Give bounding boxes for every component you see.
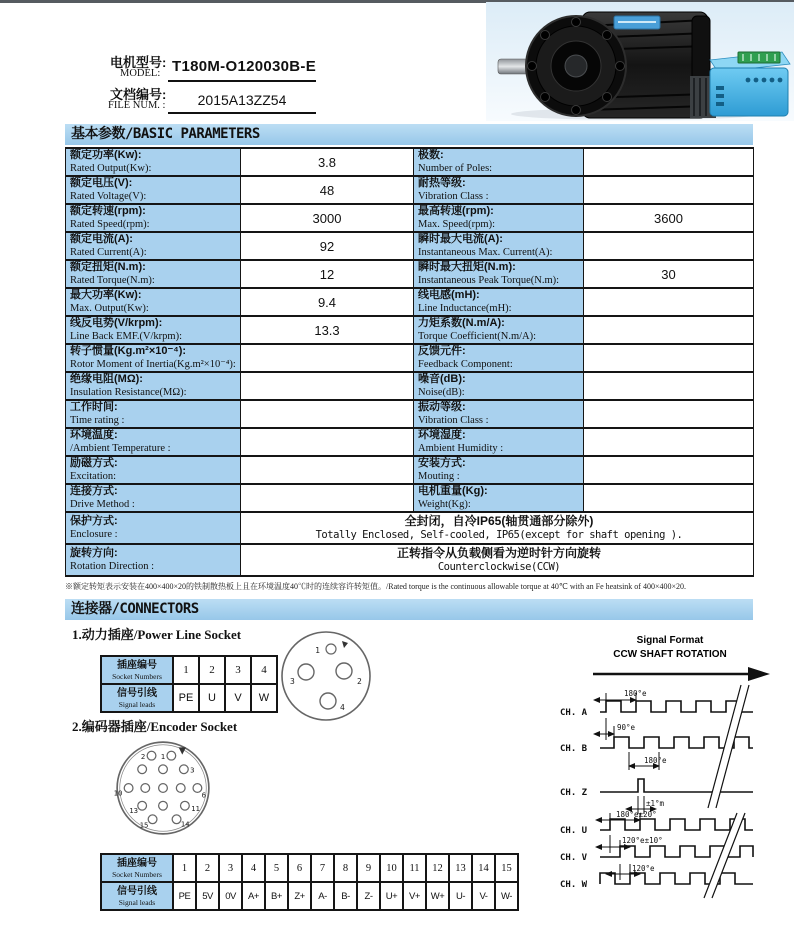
socket-number: 14	[472, 854, 495, 882]
pin-label: 1	[315, 646, 320, 655]
param-value	[584, 344, 754, 372]
waveform-ch-u	[600, 819, 753, 830]
signal-lead: PE	[173, 684, 199, 712]
param-label-cn: 工作时间:	[70, 401, 118, 413]
signal-lead: V+	[403, 882, 426, 910]
param-label-cn: 耐热等级:	[418, 177, 466, 189]
param-label-cn: 瞬时最大电流(A):	[418, 233, 503, 245]
param-label-en: Line Back EMF.(V/krpm):	[70, 331, 183, 342]
signal-lead: A-	[311, 882, 334, 910]
param-label-cn: 线电感(mH):	[418, 289, 480, 301]
signal-lead: U-	[449, 882, 472, 910]
param-label-cn: 振动等级:	[418, 401, 466, 413]
channel-label: CH. B	[560, 744, 588, 754]
table-row	[66, 148, 754, 176]
signal-lead: 0V	[219, 882, 242, 910]
param-label-en: Feedback Component:	[418, 359, 513, 370]
dimension-label: 90°e	[617, 723, 636, 732]
model-number-value: T180M-O120030B-E	[172, 58, 317, 75]
signal-lead: Z-	[357, 882, 380, 910]
channel-label: CH. V	[560, 853, 588, 863]
param-label-cn: 转子惯量(Kg.m²×10⁻⁴):	[70, 345, 187, 357]
param-label-en: Enclosure :	[70, 529, 118, 540]
param-value: 92	[241, 232, 414, 260]
dimension-label: ±1°m	[646, 799, 665, 808]
table-row	[66, 484, 754, 512]
param-label-en: Rated Voltage(V):	[70, 191, 147, 202]
socket-number: 10	[380, 854, 403, 882]
param-label-en: Instantaneous Peak Torque(N.m):	[418, 275, 560, 286]
table-row	[101, 854, 518, 882]
signal-lead: U+	[380, 882, 403, 910]
param-label-cn: 保护方式:	[70, 515, 118, 527]
table-row	[66, 204, 754, 232]
signal-leads-label-cn: 信号引线	[117, 885, 157, 897]
param-label-en: Max. Output(Kw):	[70, 303, 149, 314]
socket-number: 7	[311, 854, 334, 882]
param-label-cn: 线反电势(V/krpm):	[70, 317, 163, 329]
param-label-cn: 连接方式:	[70, 485, 118, 497]
param-value	[241, 428, 414, 456]
signal-leads-label-en: Signal leads	[118, 699, 156, 709]
param-label-en: Ambient Humidity :	[418, 443, 504, 454]
pin-label: 15	[139, 820, 149, 830]
param-label-en: Time rating :	[70, 415, 125, 426]
param-label-cn: 励磁方式:	[70, 457, 118, 469]
enclosure-value-en: Totally Enclosed, Self-cooled, IP65(except for shaft opening ).	[315, 529, 683, 541]
table-row	[66, 456, 754, 484]
param-value	[584, 148, 754, 176]
socket-numbers-label-cn: 插座编号	[117, 659, 157, 671]
param-label-cn: 额定电压(V):	[70, 177, 133, 189]
channel-label: CH. W	[560, 880, 588, 890]
param-label-en: Rotor Moment of Inertia(Kg.m²×10⁻⁴):	[70, 359, 236, 370]
param-label-en: /Ambient Temperature :	[70, 443, 171, 454]
param-label-cn: 力矩系数(N.m/A):	[418, 317, 505, 329]
pin-label: 11	[191, 803, 200, 813]
model-underline	[168, 60, 316, 82]
param-label-en: Instantaneous Max. Current(A):	[418, 247, 553, 258]
table-row	[66, 260, 754, 288]
param-label-en: Vibration Class :	[418, 415, 489, 426]
socket-number: 12	[426, 854, 449, 882]
dimension-label: 180°e	[644, 756, 667, 765]
param-label-cn: 额定扭矩(N.m):	[70, 261, 146, 273]
socket-number: 4	[242, 854, 265, 882]
param-label-en: Mouting :	[418, 471, 460, 482]
table-row	[101, 656, 277, 684]
encoder-socket-table	[100, 853, 519, 911]
param-label-cn: 环境湿度:	[418, 429, 466, 441]
signal-leads-label-cn: 信号引线	[117, 687, 157, 699]
signal-lead: W-	[495, 882, 518, 910]
socket-number: 1	[173, 656, 199, 684]
signal-lead: V	[225, 684, 251, 712]
param-label-cn: 极数:	[418, 149, 444, 161]
model-label-en: MODEL:	[120, 68, 161, 79]
param-value	[584, 288, 754, 316]
table-row	[66, 316, 754, 344]
param-label-cn: 电机重量(Kg):	[418, 485, 488, 497]
param-label-cn: 最高转速(rpm):	[418, 205, 494, 217]
channel-label: CH. Z	[560, 788, 588, 798]
pin-label: 13	[129, 806, 138, 816]
param-value	[584, 484, 754, 512]
waveform-ch-a	[600, 701, 753, 712]
dimension-label: 180°e	[624, 689, 647, 698]
socket-number: 4	[251, 656, 277, 684]
dimension-label: 120°e	[632, 864, 655, 873]
pin-label: 6	[201, 790, 206, 800]
param-label-en: Weight(Kg):	[418, 499, 471, 510]
param-label-cn: 额定功率(Kw):	[70, 149, 142, 161]
param-label-en: Rated Torque(N.m):	[70, 275, 155, 286]
socket-number: 15	[495, 854, 518, 882]
param-value: 3600	[584, 204, 754, 232]
param-label-cn: 最大功率(Kw):	[70, 289, 142, 301]
waveform-ch-w	[600, 873, 753, 884]
param-label-en: Rotation Direction :	[70, 561, 154, 572]
param-value	[241, 456, 414, 484]
table-row	[101, 882, 518, 910]
socket-number: 1	[173, 854, 196, 882]
param-value	[584, 176, 754, 204]
param-value	[584, 400, 754, 428]
pin-label: 2	[140, 751, 146, 761]
table-row	[66, 400, 754, 428]
param-label-cn: 噪音(dB):	[418, 373, 466, 385]
socket-number: 8	[334, 854, 357, 882]
product-photo-motor-and-controller	[486, 2, 794, 121]
param-value: 3000	[241, 204, 414, 232]
signal-lead: 5V	[196, 882, 219, 910]
waveform-ch-z	[600, 779, 753, 792]
channel-label: CH. A	[560, 708, 588, 718]
param-value	[584, 372, 754, 400]
pin-label: 1	[160, 751, 166, 761]
signal-lead: Z+	[288, 882, 311, 910]
signal-format-waveform-diagram	[538, 630, 794, 915]
param-label-cn: 环境温度:	[70, 429, 118, 441]
param-label-en: Number of Poles:	[418, 163, 493, 174]
signal-lead: W+	[426, 882, 449, 910]
param-label-en: Line Inductance(mH):	[418, 303, 512, 314]
param-label-en: Vibration Class :	[418, 191, 489, 202]
rotation-value-en: Counterclockwise(CCW)	[437, 561, 561, 573]
signal-leads-label-en: Signal leads	[118, 897, 156, 907]
param-label-en: Rated Speed(rpm):	[70, 219, 150, 230]
socket-numbers-label-en: Socket Numbers	[112, 869, 162, 879]
param-label-en: Noise(dB):	[418, 387, 465, 398]
table-row	[66, 344, 754, 372]
socket-number: 2	[196, 854, 219, 882]
table-row	[101, 684, 277, 712]
pin-label: 2	[357, 677, 362, 686]
param-label-cn: 反馈元件:	[418, 345, 466, 357]
signal-lead: U	[199, 684, 225, 712]
signal-lead: A+	[242, 882, 265, 910]
param-value: 30	[584, 260, 754, 288]
param-label-en: Torque Coefficient(N.m/A):	[418, 331, 537, 342]
dimension-label: 180°e±20°	[616, 810, 657, 819]
table-row	[66, 288, 754, 316]
signal-lead: B-	[334, 882, 357, 910]
socket-number: 9	[357, 854, 380, 882]
model-label-cn: 电机型号:	[110, 55, 167, 70]
file-underline	[168, 94, 316, 114]
param-value	[584, 232, 754, 260]
param-label-en: Drive Method :	[70, 499, 135, 510]
param-value	[241, 400, 414, 428]
param-label-en: Rated Current(A):	[70, 247, 147, 258]
param-label-cn: 旋转方向:	[70, 547, 118, 559]
file-label-en: FILE NUM. :	[108, 100, 166, 111]
signal-lead: B+	[265, 882, 288, 910]
socket-number: 6	[288, 854, 311, 882]
pin-label: 10	[114, 788, 123, 798]
signal-lead: W	[251, 684, 277, 712]
encoder-socket-pin-diagram	[114, 739, 212, 837]
dimension-label: 120°e±10°	[622, 836, 663, 845]
socket-number: 13	[449, 854, 472, 882]
table-row-rotation	[66, 544, 754, 576]
param-label-cn: 额定电流(A):	[70, 233, 133, 245]
param-value	[584, 428, 754, 456]
rated-torque-footnote: ※额定转矩表示安装在400×400×20的铁制散热板上且在环境温度40℃时的连续容许转矩值。/Rated torque is the continuous allowable torque at 40℃ with an Fe heatsink of 400×400×20.	[65, 582, 686, 591]
channel-label: CH. U	[560, 826, 588, 836]
param-label-en: Max. Speed(rpm):	[418, 219, 495, 230]
file-number-value: 2015A13ZZ54	[197, 92, 287, 108]
param-label-cn: 额定转速(rpm):	[70, 205, 146, 217]
param-label-en: Insulation Resistance(MΩ):	[70, 387, 187, 398]
socket-numbers-label-en: Socket Numbers	[112, 671, 162, 681]
socket-number: 3	[225, 656, 251, 684]
pin-label: 3	[190, 765, 195, 775]
table-row	[66, 176, 754, 204]
socket-number: 2	[199, 656, 225, 684]
signal-title: Signal Format	[636, 635, 704, 646]
power-socket-table	[100, 655, 278, 713]
param-value	[241, 484, 414, 512]
param-label-en: Excitation:	[70, 471, 117, 482]
index-marker-icon	[342, 641, 348, 648]
enclosure-value-cn: 全封闭，自冷IP65(轴贯通部分除外)	[404, 514, 594, 528]
param-value	[584, 316, 754, 344]
table-row	[66, 372, 754, 400]
param-label-cn: 绝缘电阻(MΩ):	[70, 373, 143, 385]
section-title-basic-parameters: 基本参数/BASIC PARAMETERS	[65, 124, 753, 145]
socket-number: 11	[403, 854, 426, 882]
table-row	[66, 232, 754, 260]
param-value	[241, 372, 414, 400]
power-socket-pin-diagram	[276, 627, 376, 721]
encoder-socket-heading: 2.编码器插座/Encoder Socket	[72, 719, 238, 734]
rotation-value-cn: 正转指令从负载侧看为逆时针方向旋转	[396, 546, 601, 560]
waveform-break	[708, 685, 749, 808]
file-label-cn: 文档编号:	[110, 87, 167, 102]
pin-label: 4	[340, 703, 345, 712]
param-value	[584, 456, 754, 484]
param-value	[241, 344, 414, 372]
signal-lead: V-	[472, 882, 495, 910]
param-label-en: Rated Output(Kw):	[70, 163, 152, 174]
signal-lead: PE	[173, 882, 196, 910]
pin-label: 3	[290, 677, 295, 686]
socket-number: 5	[265, 854, 288, 882]
table-row	[66, 428, 754, 456]
socket-number: 3	[219, 854, 242, 882]
basic-parameters-table	[65, 147, 754, 577]
param-value: 3.8	[241, 148, 414, 176]
param-value: 13.3	[241, 316, 414, 344]
pin-label: 14	[180, 819, 190, 829]
param-value: 48	[241, 176, 414, 204]
table-row-enclosure	[66, 512, 754, 544]
section-title-connectors: 连接器/CONNECTORS	[65, 599, 753, 620]
power-socket-heading: 1.动力插座/Power Line Socket	[72, 627, 242, 642]
param-label-cn: 安装方式:	[418, 457, 466, 469]
param-value: 9.4	[241, 288, 414, 316]
param-value: 12	[241, 260, 414, 288]
rotation-title: CCW SHAFT ROTATION	[613, 649, 727, 660]
socket-numbers-label-cn: 插座编号	[117, 857, 157, 869]
param-label-cn: 瞬时最大扭矩(N.m):	[418, 261, 516, 273]
